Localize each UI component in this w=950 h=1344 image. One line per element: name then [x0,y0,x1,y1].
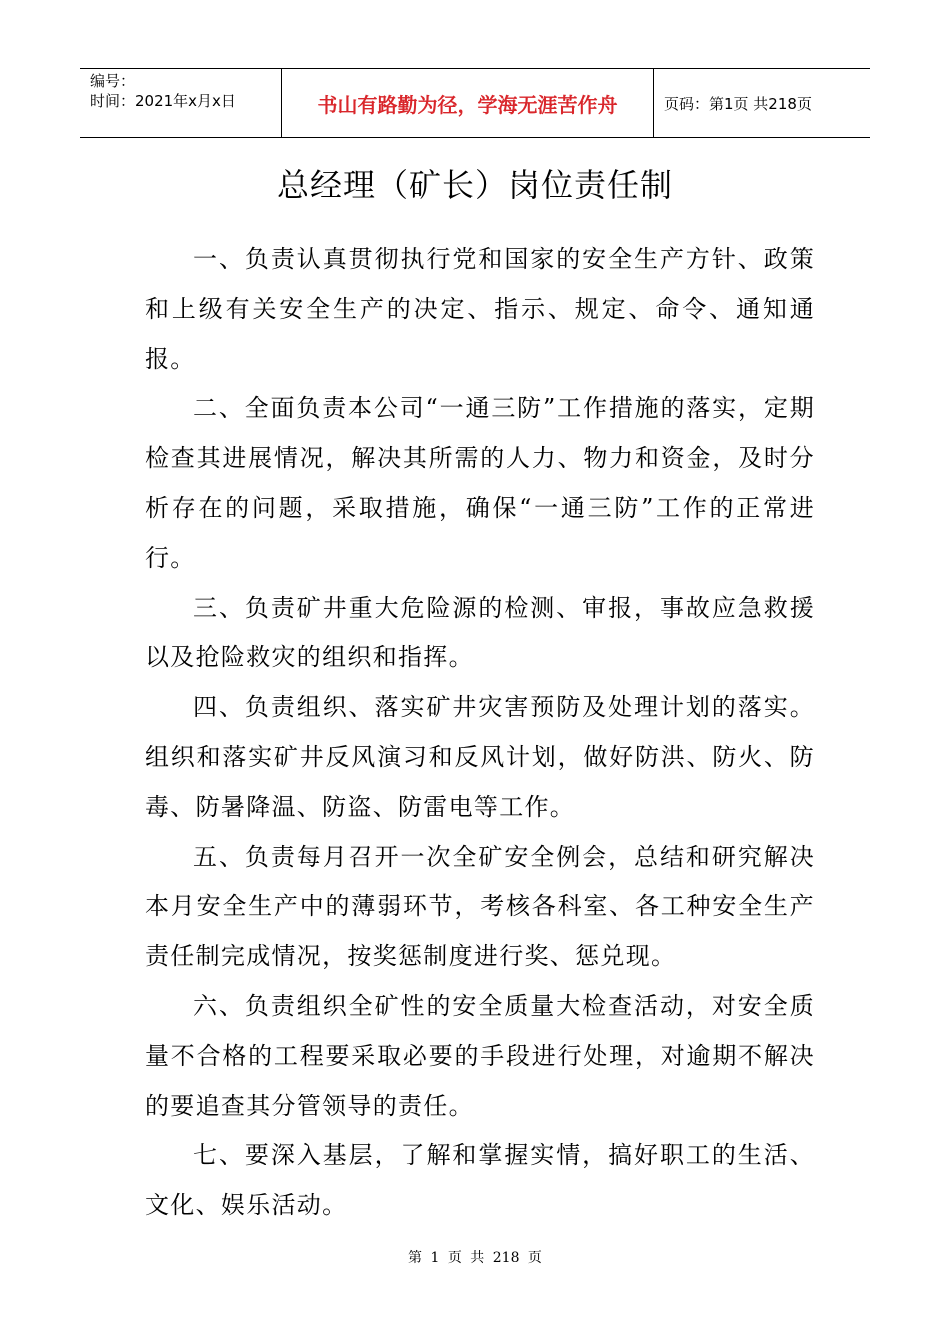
header-motto-cell [282,69,654,137]
document-number-label: 编号： [90,72,136,90]
paragraph-4: 四、负责组织、落实矿井灾害预防及处理计划的落实。组织和落实矿井反风演习和反风计划，做好防洪、防火、防毒、防暑降温、防盗、防雷电等工作。 [145,693,815,821]
document-body [145,235,815,1231]
paragraph-2: 二、全面负责本公司“一通三防”工作措施的落实，定期检查其进展情况，解决其所需的人力、物力和资金，及时分析存在的问题，采取措施，确保“一通三防”工作的正常进行。 [145,394,815,572]
paragraph-3: 三、负责矿井重大危险源的检测、审报，事故应急救援以及抢险救灾的组织和指挥。 [145,593,815,672]
header-meta-cell [80,69,282,137]
header-page-info: 页码：第1页 共218页 [664,94,812,113]
page-footer: 第 1 页 共 218 页 [408,1250,542,1266]
header-table [80,68,870,138]
paragraph-7: 七、要深入基层，了解和掌握实情，搞好职工的生活、文化、娱乐活动。 [145,1141,815,1220]
paragraph-1: 一、负责认真贯彻执行党和国家的安全生产方针、政策和上级有关安全生产的决定、指示、规定、命令、通知通报。 [145,245,815,373]
paragraph-6: 六、负责组织全矿性的安全质量大检查活动，对安全质量不合格的工程要采取必要的手段进行处理，对逾期不解决的要追查其分管领导的责任。 [145,991,815,1120]
document-time-label: 时间：2021年x月x日 [90,92,236,110]
header-motto: 书山有路勤为径，学海无涯苦作舟 [317,92,618,117]
document-title: 总经理（矿长）岗位责任制 [276,166,673,204]
paragraph-5: 五、负责每月召开一次全矿安全例会，总结和研究解决本月安全生产中的薄弱环节，考核各科室、各工种安全生产责任制完成情况，按奖惩制度进行奖、惩兑现。 [145,842,815,971]
header-page-cell [654,69,870,137]
